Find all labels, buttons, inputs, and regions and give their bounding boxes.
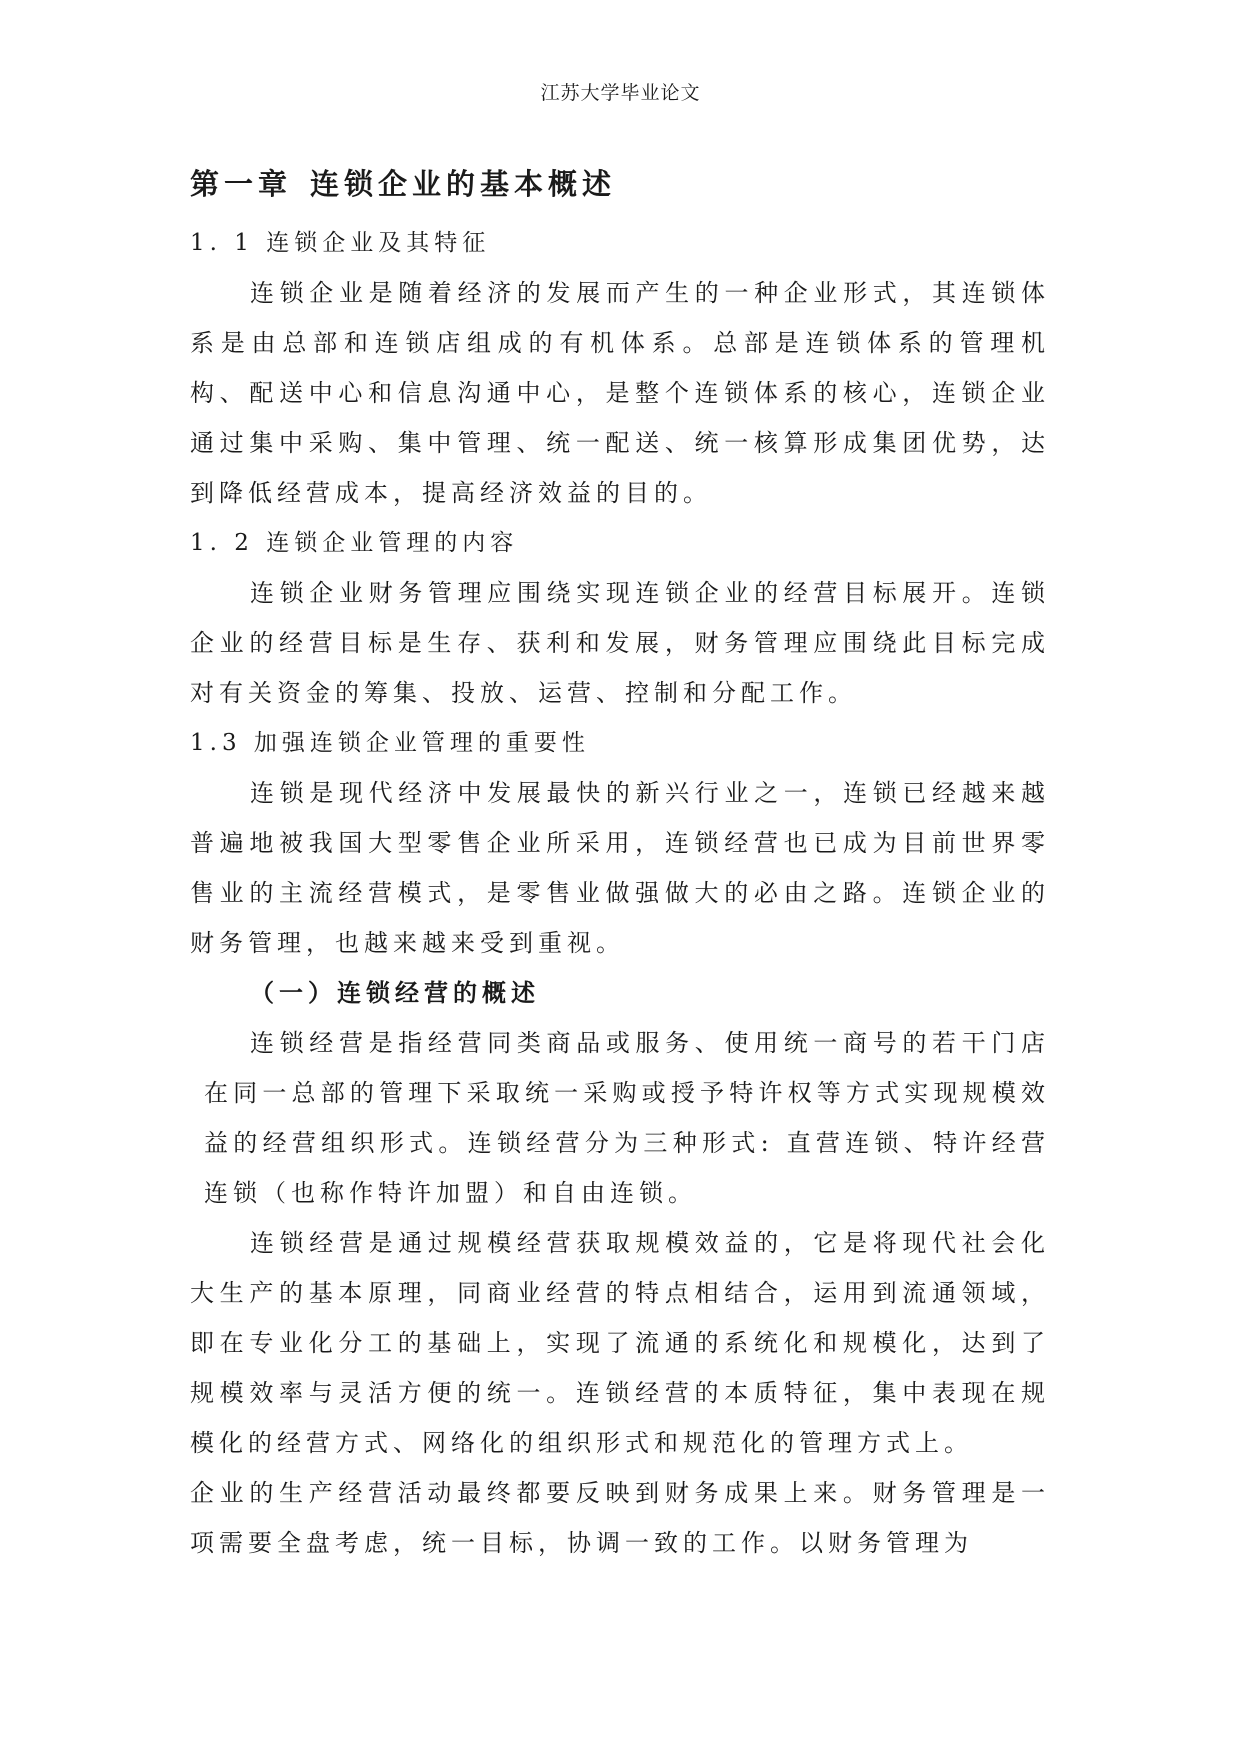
subsection-paragraph-2: 连锁经营是通过规模经营获取规模效益的，它是将现代社会化大生产的基本原理，同商业经营的特点相结合，运用到流通领域，即在专业化分工的基础上，实现了流通的系统化和规模化，达到了规模效率与灵活方便的统一。连锁经营的本质特征，集中表现在规模化的经营方式、网络化的组织形式和规范化的管理方式上。: [190, 1229, 1050, 1457]
chapter-title: 连锁企业的基本概述: [310, 167, 617, 201]
section-heading-1-2: 1. 2 连锁企业管理的内容: [190, 530, 519, 556]
closing-paragraph: 企业的生产经营活动最终都要反映到财务成果上来。财务管理是一项需要全盘考虑，统一目标，协调一致的工作。以财务管理为: [190, 1479, 1050, 1557]
section-1-2-paragraph: 连锁企业财务管理应围绕实现连锁企业的经营目标展开。连锁企业的经营目标是生存、获利和发展，财务管理应围绕此目标完成对有关资金的筹集、投放、运营、控制和分配工作。: [190, 579, 1050, 707]
section-heading-1-1: 1. 1 连锁企业及其特征: [190, 230, 491, 256]
section-heading-1-3: 1.3 加强连锁企业管理的重要性: [190, 730, 590, 756]
page-content: [190, 160, 1050, 1568]
subsection-paragraph-1: 连锁经营是指经营同类商品或服务、使用统一商号的若干门店在同一总部的管理下采取统一采购或授予特许权等方式实现规模效益的经营组织形式。连锁经营分为三种形式: 直营连锁、特许经营连锁（也称作特许加盟）和自由连锁。: [204, 1029, 1050, 1207]
subsection-heading: （一）连锁经营的概述: [250, 978, 540, 1007]
running-header: 江苏大学毕业论文: [540, 82, 701, 104]
section-1-1-paragraph: 连锁企业是随着经济的发展而产生的一种企业形式，其连锁体系是由总部和连锁店组成的有机体系。总部是连锁体系的管理机构、配送中心和信息沟通中心，是整个连锁体系的核心，连锁企业通过集中采购、集中管理、统一配送、统一核算形成集团优势，达到降低经营成本，提高经济效益的目的。: [190, 279, 1050, 507]
section-1-3-paragraph: 连锁是现代经济中发展最快的新兴行业之一，连锁已经越来越普遍地被我国大型零售企业所采用，连锁经营也已成为目前世界零售业的主流经营模式，是零售业做强做大的必由之路。连锁企业的财务管理，也越来越来受到重视。: [190, 779, 1050, 957]
chapter-number: 第一章: [190, 167, 293, 201]
chapter-heading: [190, 160, 1050, 208]
